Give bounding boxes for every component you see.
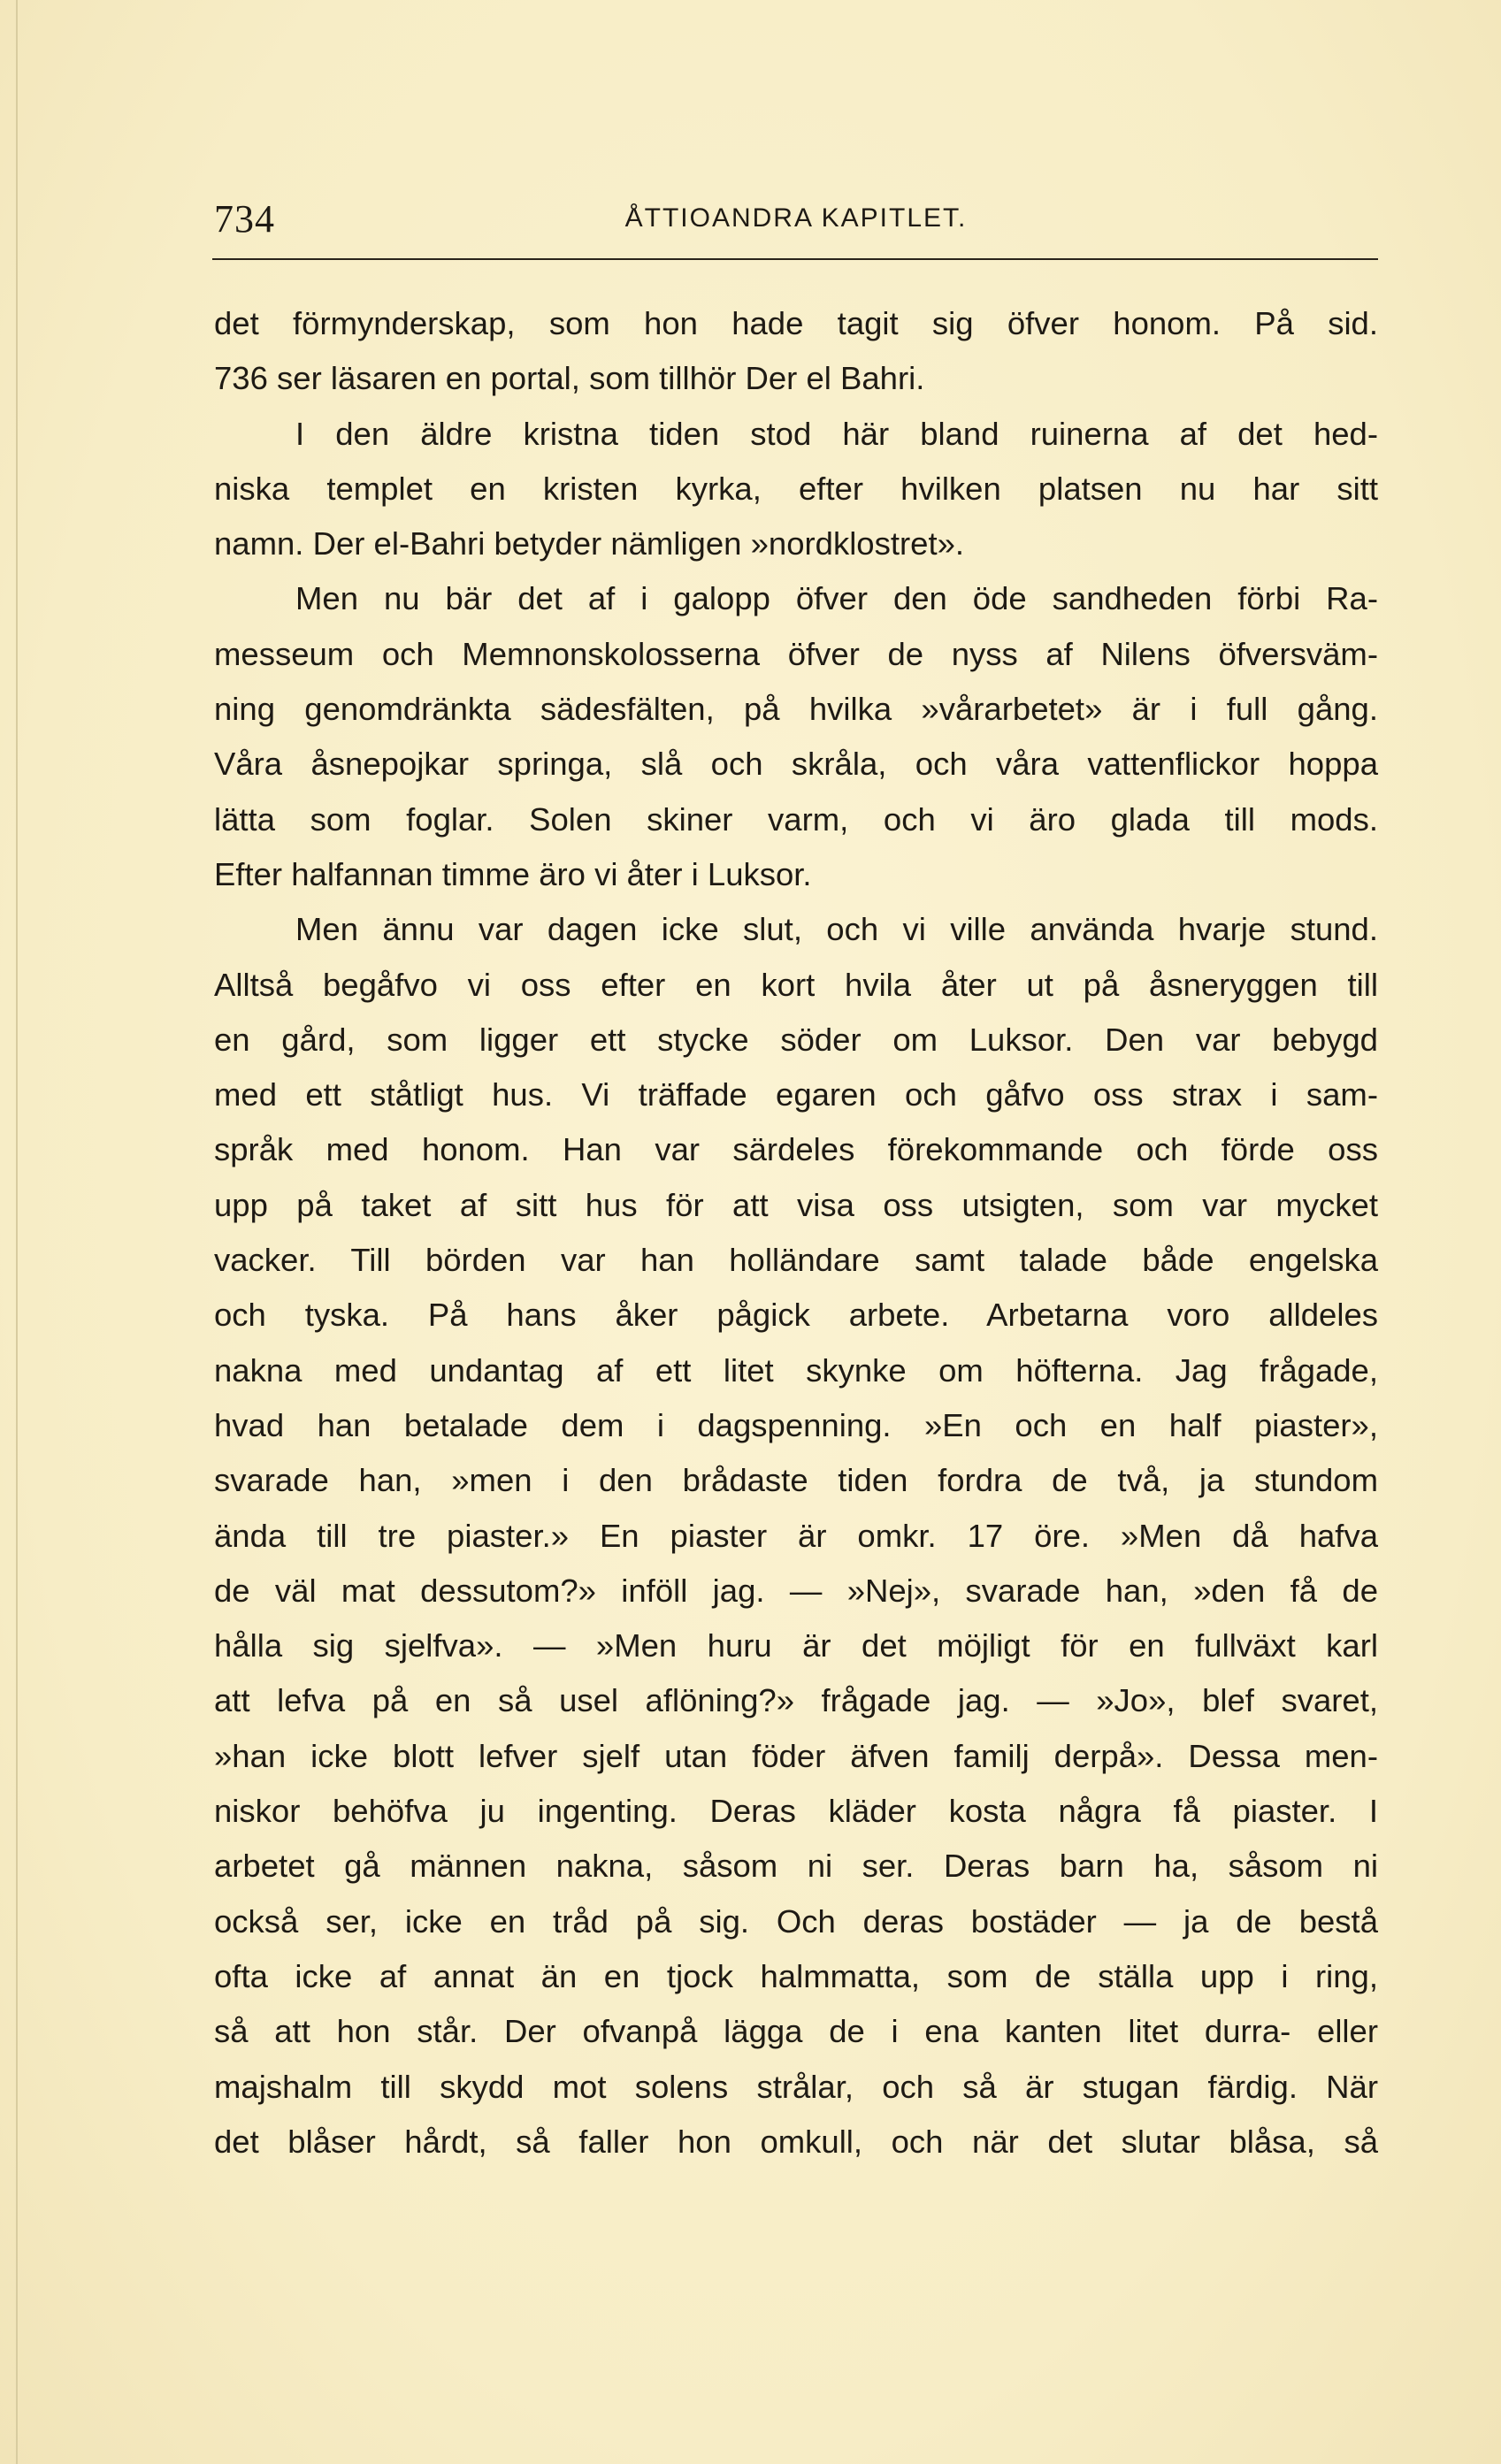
text-line: nakna med undantag af ett litet skynke om höfterna. Jag frågade, xyxy=(214,1351,1378,1389)
text-line: niska templet en kristen kyrka, efter hvilken platsen nu har sitt xyxy=(214,470,1378,507)
page-edge xyxy=(16,0,18,2464)
text-line: ofta icke af annat än en tjock halmmatta, som de ställa upp i ring, xyxy=(214,1957,1378,1994)
text-line: språk med honom. Han var särdeles förekommande och förde oss xyxy=(214,1131,1378,1168)
text-line: vacker. Till börden var han holländare samt talade både engelska xyxy=(214,1242,1378,1279)
text-line: Efter halfannan timme äro vi åter i Luksor. xyxy=(214,855,812,892)
header-rule xyxy=(212,258,1378,260)
text-line: arbetet gå männen nakna, såsom ni ser. Deras barn ha, såsom ni xyxy=(214,1848,1378,1885)
text-line: namn. Der el-Bahri betyder nämligen »nordklostret». xyxy=(214,525,965,562)
text-line: upp på taket af sitt hus för att visa oss utsigten, som var mycket xyxy=(214,1186,1378,1223)
text-line: så att hon står. Der ofvanpå lägga de i ena kanten litet durra- eller xyxy=(214,2013,1378,2050)
text-line: Alltså begåfvo vi oss efter en kort hvila åter ut på åsneryggen till xyxy=(214,966,1378,1003)
text-line: hvad han betalade dem i dagspenning. »En och en half piaster», xyxy=(214,1406,1378,1443)
text-line: 736 ser läsaren en portal, som tillhör Der el Bahri. xyxy=(214,360,925,397)
text-line: svarade han, »men i den brådaste tiden fordra de två, ja stundom xyxy=(214,1462,1378,1499)
text-line: Men nu bär det af i galopp öfver den öde sandheden förbi Ra- xyxy=(295,580,1378,617)
text-line: det förmynderskap, som hon hade tagit sig öfver honom. På sid. xyxy=(214,305,1378,341)
text-line: en gård, som ligger ett stycke söder om Luksor. Den var bebygd xyxy=(214,1021,1378,1058)
page-number: 734 xyxy=(214,197,275,241)
text-line: också ser, icke en tråd på sig. Och deras bostäder — ja de bestå xyxy=(214,1902,1378,1940)
text-line: att lefva på en så usel aflöning?» frågade jag. — »Jo», blef svaret, xyxy=(214,1682,1378,1719)
text-line: och tyska. På hans åker pågick arbete. Arbetarna voro alldeles xyxy=(214,1297,1378,1334)
text-line: Men ännu var dagen icke slut, och vi ville använda hvarje stund. xyxy=(295,911,1378,948)
text-line: Våra åsnepojkar springa, slå och skråla, och våra vattenflickor hoppa xyxy=(214,746,1378,783)
text-line: »han icke blott lefver sjelf utan föder äfven familj derpå». Dessa men- xyxy=(214,1737,1378,1774)
page-header xyxy=(214,196,1378,246)
text-line: majshalm till skydd mot solens strålar, och så är stugan färdig. När xyxy=(214,2068,1378,2105)
text-line: ända till tre piaster.» En piaster är omkr. 17 öre. »Men då hafva xyxy=(214,1517,1378,1554)
text-line: lätta som foglar. Solen skiner varm, och vi äro glada till mods. xyxy=(214,800,1378,838)
text-line: med ett ståtligt hus. Vi träffade egaren och gåfvo oss strax i sam- xyxy=(214,1076,1378,1113)
body-text xyxy=(214,296,1378,2169)
text-line: I den äldre kristna tiden stod här bland ruinerna af det hed- xyxy=(295,415,1378,452)
text-line: messeum och Memnonskolosserna öfver de nyss af Nilens öfversväm- xyxy=(214,635,1378,672)
text-line: det blåser hårdt, så faller hon omkull, och när det slutar blåsa, så xyxy=(214,2123,1378,2160)
text-line: hålla sig sjelfva». — »Men huru är det möjligt för en fullväxt karl xyxy=(214,1627,1378,1664)
text-line: de väl mat dessutom?» inföll jag. — »Nej», svarade han, »den få de xyxy=(214,1572,1378,1609)
text-line: niskor behöfva ju ingenting. Deras kläder kosta några få piaster. I xyxy=(214,1793,1378,1830)
text-line: ning genomdränkta sädesfälten, på hvilka »vårarbetet» är i full gång. xyxy=(214,691,1378,728)
running-head: ÅTTIOANDRA KAPITLET. xyxy=(624,203,968,233)
